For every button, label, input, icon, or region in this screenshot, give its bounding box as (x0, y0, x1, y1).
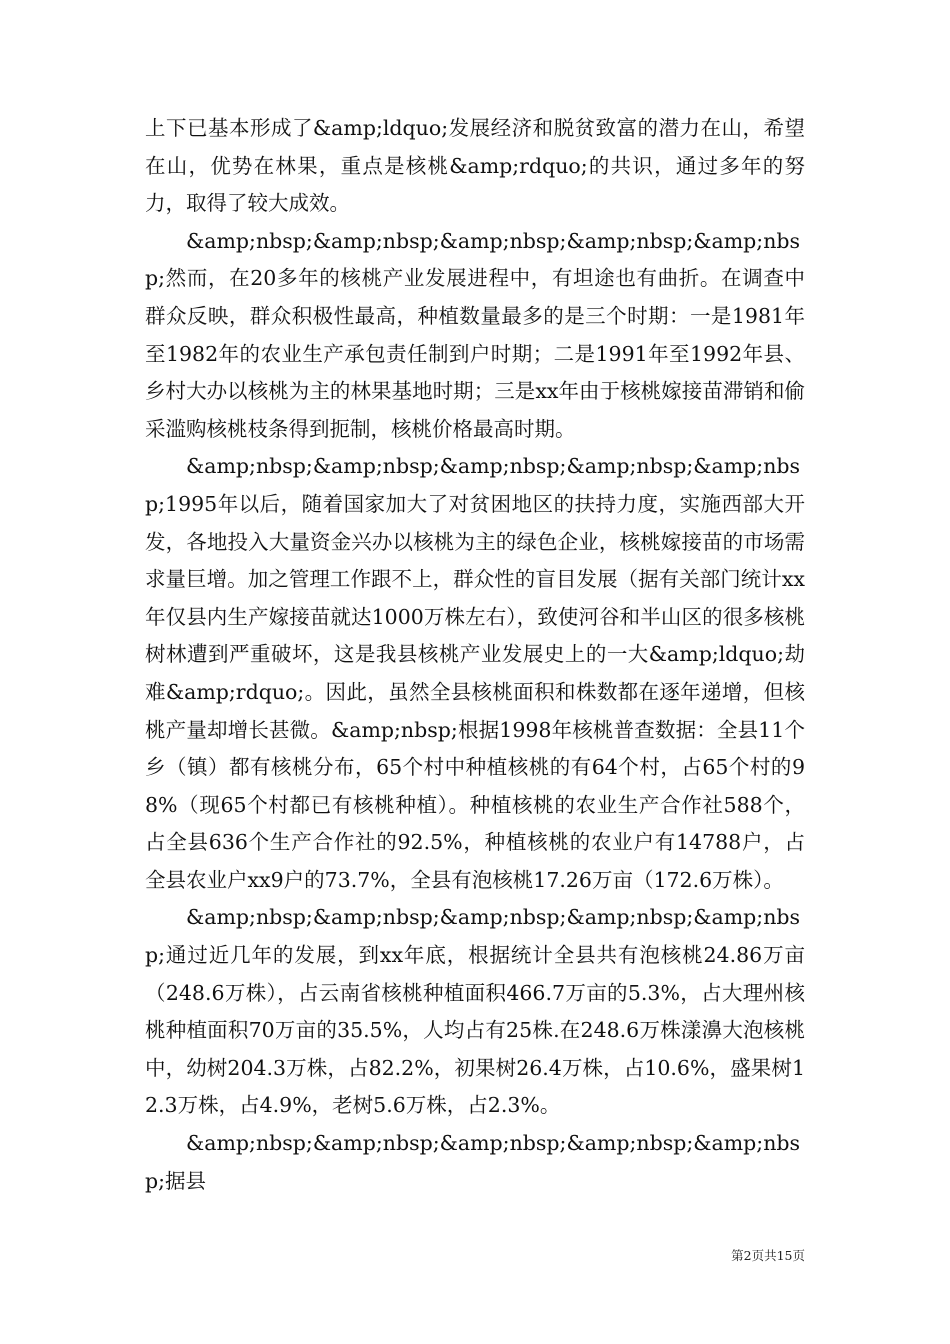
page-number-footer: 第2页共15页 (731, 1248, 805, 1263)
paragraph-2: &amp;nbsp;&amp;nbsp;&amp;nbsp;&amp;nbsp;&amp;nbsp;然而，在20多年的核桃产业发展进程中，有坦途也有曲折。在调查中群众反映，群众积极性最高，种植数量最多的是三个时期：一是1981年至1982年的农业生产承包责任制到户时期；二是1991年至1992年县、乡村大办以核桃为主的林果基地时期；三是xx年由于核桃嫁接苗滞销和偷采滥购核桃枝条得到扼制，核桃价格最高时期。 (145, 228, 805, 441)
document-body (145, 110, 805, 1200)
paragraph-3: &amp;nbsp;&amp;nbsp;&amp;nbsp;&amp;nbsp;&amp;nbsp;1995年以后，随着国家加大了对贫困地区的扶持力度，实施西部大开发，各地投入大量资金兴办以核桃为主的绿色企业，核桃嫁接苗的市场需求量巨增。加之管理工作跟不上，群众性的盲目发展（据有关部门统计xx年仅县内生产嫁接苗就达1000万株左右），致使河谷和半山区的很多核桃树林遭到严重破坏，这是我县核桃产业发展史上的一大&amp;ldquo;劫难&amp;rdquo;。因此，虽然全县核桃面积和株数都在逐年递增，但核桃产量却增长甚微。&amp;nbsp;根据1998年核桃普查数据：全县11个乡（镇）都有核桃分布，65个村中种植核桃的有64个村，占65个村的98%（现65个村都已有核桃种植）。种植核桃的农业生产合作社588个，占全县636个生产合作社的92.5%，种植核桃的农业户有14788户，占全县农业户xx9户的73.7%，全县有泡核桃17.26万亩（172.6万株）。 (145, 454, 805, 892)
paragraph-4: &amp;nbsp;&amp;nbsp;&amp;nbsp;&amp;nbsp;&amp;nbsp;通过近几年的发展，到xx年底，根据统计全县共有泡核桃24.86万亩（248.6万株），占云南省核桃种植面积466.7万亩的5.3%，占大理州核桃种植面积70万亩的35.5%，人均占有25株.在248.6万株漾濞大泡核桃中，幼树204.3万株，占82.2%，初果树26.4万株，占10.6%，盛果树12.3万株，占4.9%，老树5.6万株，占2.3%。 (145, 905, 805, 1118)
paragraph-5: &amp;nbsp;&amp;nbsp;&amp;nbsp;&amp;nbsp;&amp;nbsp;据县 (145, 1131, 801, 1193)
paragraph-1: 上下已基本形成了&amp;ldquo;发展经济和脱贫致富的潜力在山，希望在山，优势在林果，重点是核桃&amp;rdquo;的共识，通过多年的努力，取得了较大成效。 (145, 116, 805, 216)
